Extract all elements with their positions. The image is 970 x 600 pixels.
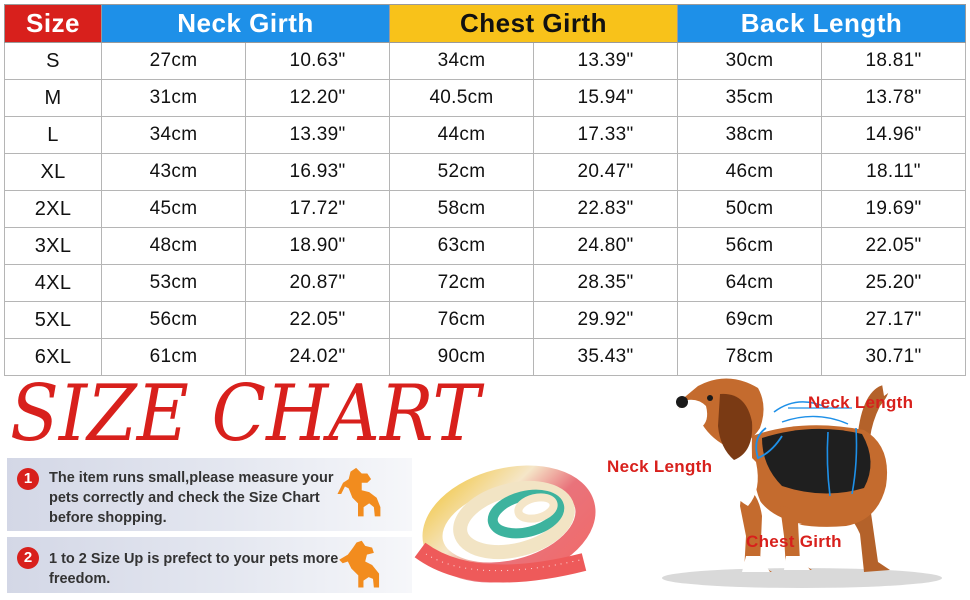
cell-neck-in: 16.93" <box>246 154 390 191</box>
cell-neck-cm: 56cm <box>102 302 246 339</box>
cell-back-cm: 35cm <box>678 80 822 117</box>
dog-silhouette-icon <box>330 466 386 522</box>
cell-chest-cm: 44cm <box>390 117 534 154</box>
label-neck-length-side: Neck Length <box>607 457 713 476</box>
cell-chest-cm: 72cm <box>390 265 534 302</box>
cell-chest-cm: 63cm <box>390 228 534 265</box>
note-1-text: The item runs small,please measure your pets correctly and check the Size Chart before shopping. <box>49 470 334 526</box>
cell-back-cm: 38cm <box>678 117 822 154</box>
table-row <box>5 117 966 154</box>
header-chest-girth: Chest Girth <box>390 5 678 43</box>
cell-neck-cm: 48cm <box>102 228 246 265</box>
cell-back-cm: 64cm <box>678 265 822 302</box>
cell-chest-in: 24.80" <box>534 228 678 265</box>
cell-neck-cm: 34cm <box>102 117 246 154</box>
cell-neck-cm: 61cm <box>102 339 246 376</box>
cell-size: 4XL <box>5 265 102 302</box>
note-2-text: 1 to 2 Size Up is prefect to your pets more freedom. <box>49 551 339 587</box>
cell-size: 6XL <box>5 339 102 376</box>
cell-chest-cm: 40.5cm <box>390 80 534 117</box>
table-row <box>5 43 966 80</box>
table-row <box>5 191 966 228</box>
cell-neck-cm: 27cm <box>102 43 246 80</box>
cell-chest-in: 22.83" <box>534 191 678 228</box>
cell-back-cm: 69cm <box>678 302 822 339</box>
cell-neck-cm: 43cm <box>102 154 246 191</box>
note-2-number: 2 <box>17 547 39 569</box>
table-row <box>5 154 966 191</box>
size-chart-title-text: SIZE CHART <box>10 374 485 452</box>
label-neck-length-top: Neck Length <box>808 393 914 412</box>
cell-back-cm: 50cm <box>678 191 822 228</box>
cell-back-cm: 78cm <box>678 339 822 376</box>
cell-size: L <box>5 117 102 154</box>
cell-neck-in: 18.90" <box>246 228 390 265</box>
note-2 <box>7 537 412 593</box>
cell-back-cm: 56cm <box>678 228 822 265</box>
cell-size: S <box>5 43 102 80</box>
table-row <box>5 80 966 117</box>
table-row <box>5 228 966 265</box>
cell-back-in: 18.11" <box>822 154 966 191</box>
size-table <box>4 4 966 376</box>
cell-chest-cm: 52cm <box>390 154 534 191</box>
cell-chest-in: 13.39" <box>534 43 678 80</box>
cell-chest-in: 15.94" <box>534 80 678 117</box>
cell-back-in: 19.69" <box>822 191 966 228</box>
table-header-row <box>5 5 966 43</box>
cell-neck-cm: 31cm <box>102 80 246 117</box>
header-back-length: Back Length <box>678 5 966 43</box>
cell-neck-cm: 53cm <box>102 265 246 302</box>
cell-chest-in: 28.35" <box>534 265 678 302</box>
note-1 <box>7 458 412 531</box>
cell-size: 5XL <box>5 302 102 339</box>
table-body <box>5 43 966 376</box>
size-chart-title <box>8 374 488 452</box>
cell-back-cm: 30cm <box>678 43 822 80</box>
dog-silhouette-icon <box>334 539 386 591</box>
cell-chest-cm: 76cm <box>390 302 534 339</box>
cell-size: 2XL <box>5 191 102 228</box>
cell-neck-in: 10.63" <box>246 43 390 80</box>
table-row <box>5 265 966 302</box>
cell-back-cm: 46cm <box>678 154 822 191</box>
cell-chest-in: 29.92" <box>534 302 678 339</box>
cell-neck-in: 17.72" <box>246 191 390 228</box>
label-chest-girth: Chest Girth <box>746 532 842 551</box>
cell-neck-in: 20.87" <box>246 265 390 302</box>
cell-back-in: 25.20" <box>822 265 966 302</box>
header-neck-girth: Neck Girth <box>102 5 390 43</box>
table-row <box>5 302 966 339</box>
cell-chest-in: 17.33" <box>534 117 678 154</box>
cell-chest-in: 20.47" <box>534 154 678 191</box>
cell-back-in: 22.05" <box>822 228 966 265</box>
header-size: Size <box>5 5 102 43</box>
cell-chest-in: 35.43" <box>534 339 678 376</box>
cell-chest-cm: 90cm <box>390 339 534 376</box>
cell-size: 3XL <box>5 228 102 265</box>
cell-back-in: 14.96" <box>822 117 966 154</box>
cell-neck-in: 13.39" <box>246 117 390 154</box>
note-1-number: 1 <box>17 468 39 490</box>
cell-back-in: 30.71" <box>822 339 966 376</box>
cell-size: XL <box>5 154 102 191</box>
cell-chest-cm: 34cm <box>390 43 534 80</box>
cell-chest-cm: 58cm <box>390 191 534 228</box>
cell-back-in: 27.17" <box>822 302 966 339</box>
cell-back-in: 18.81" <box>822 43 966 80</box>
cell-neck-in: 12.20" <box>246 80 390 117</box>
cell-neck-in: 24.02" <box>246 339 390 376</box>
cell-neck-cm: 45cm <box>102 191 246 228</box>
measuring-tape-icon <box>414 462 598 592</box>
cell-size: M <box>5 80 102 117</box>
cell-neck-in: 22.05" <box>246 302 390 339</box>
cell-back-in: 13.78" <box>822 80 966 117</box>
